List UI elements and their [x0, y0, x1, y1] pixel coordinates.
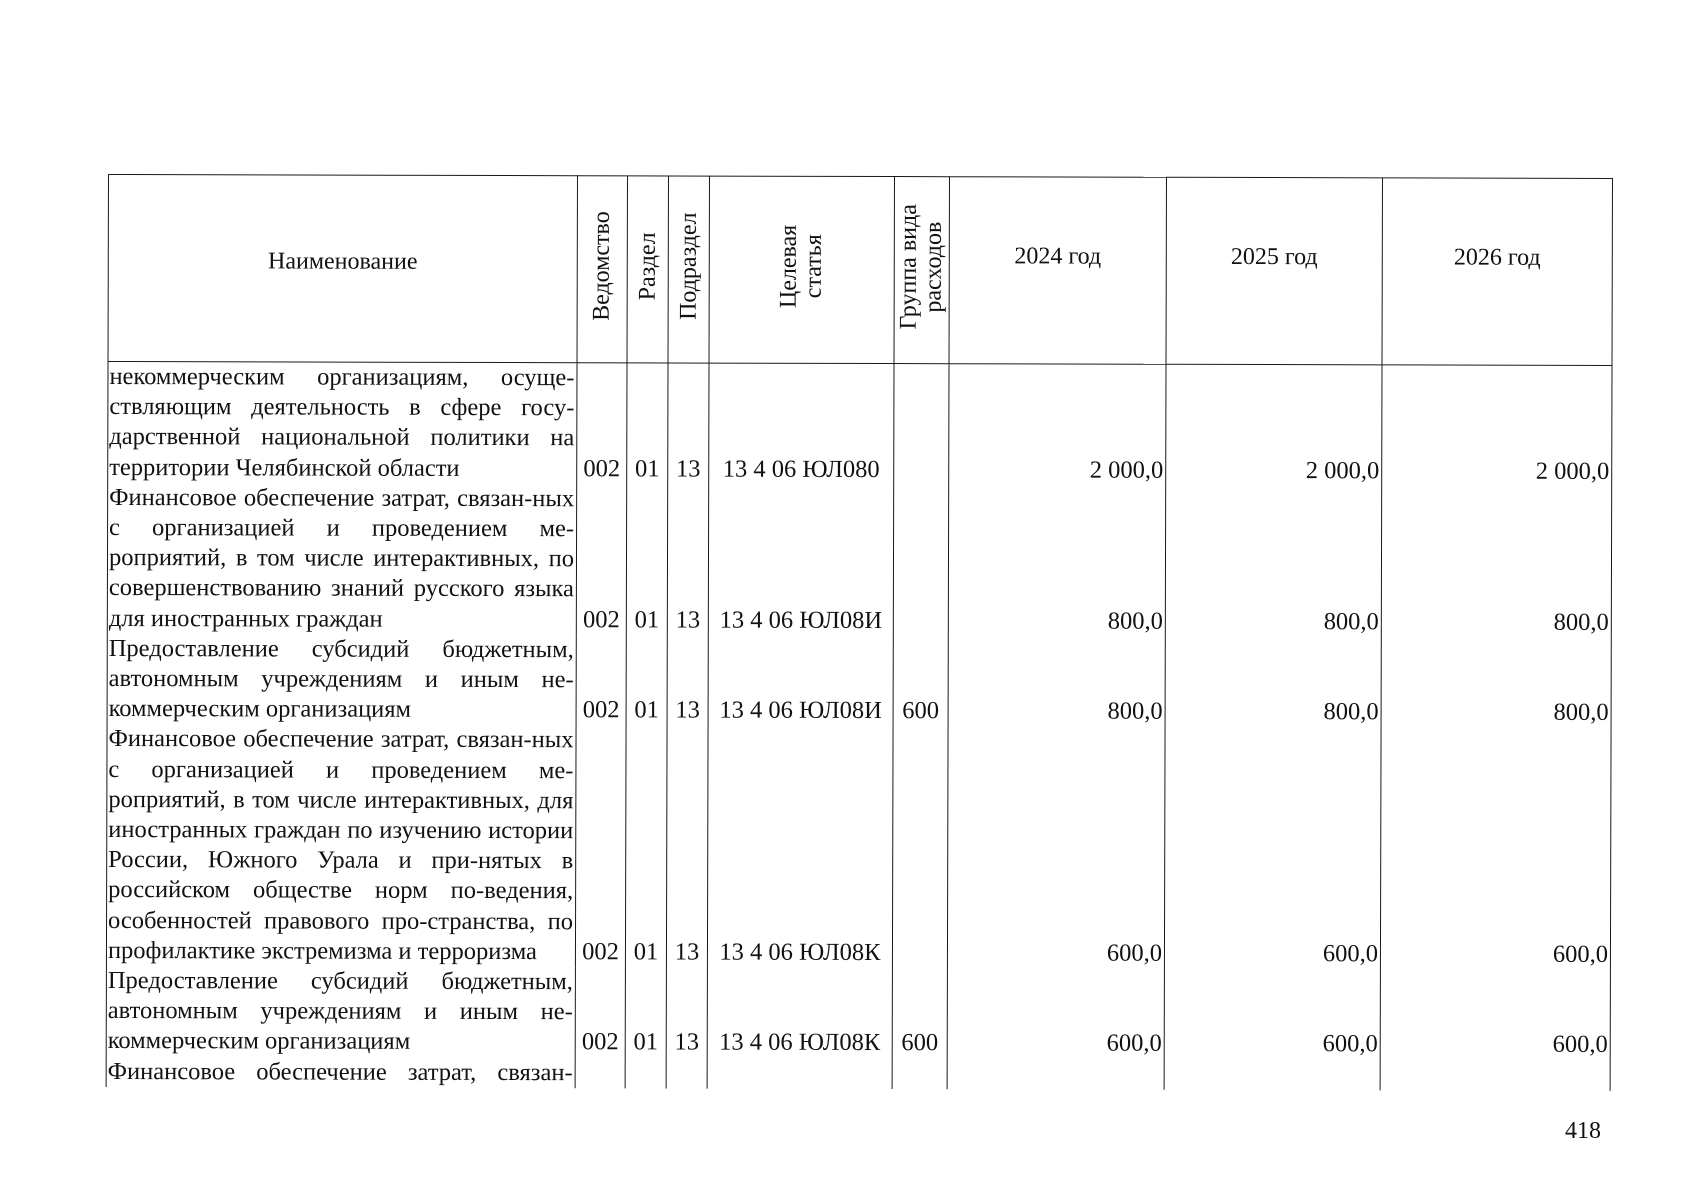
- table-row: [107, 483, 1611, 638]
- table-row: [106, 966, 1610, 1061]
- row-value-2025: 800,0: [1165, 486, 1381, 638]
- row-subsection: 13: [667, 635, 708, 726]
- row-department: 002: [575, 726, 626, 968]
- row-target: 13 4 06 ЮЛ08К: [707, 726, 893, 968]
- row-name: Финансовое обеспечение затрат, связан-ных с организацией и проведением ме-роприятий, в том числе интерактивных, по совершенствованию знаний русского языка для иностранных граждан: [107, 483, 576, 635]
- header-target-article: Целевая статья: [709, 176, 894, 363]
- row-target: 13 4 06 ЮЛ080: [709, 363, 894, 485]
- row-group: 600: [892, 968, 947, 1059]
- row-name: некоммерческим организациям, осуще-ствляющим деятельность в сфере госу-дарственной национальной политики на территории Челябинской области: [108, 362, 577, 485]
- row-group: [892, 726, 948, 968]
- row-value-2025: [1164, 1059, 1380, 1090]
- header-expense-group: Группа вида расходов: [894, 177, 949, 364]
- row-group: [894, 364, 949, 485]
- row-department: [575, 1058, 625, 1088]
- row-group: [892, 1059, 947, 1089]
- row-department: 002: [576, 484, 626, 635]
- row-subsection: 13: [667, 484, 708, 635]
- table-header-row: [108, 175, 1612, 366]
- row-value-2024: 600,0: [947, 968, 1164, 1059]
- row-value-2026: 800,0: [1381, 486, 1611, 638]
- table-row: [107, 634, 1611, 729]
- table-row: [106, 1057, 1610, 1091]
- row-group: 600: [893, 636, 948, 727]
- row-value-2024: [947, 1059, 1164, 1090]
- row-section: 01: [627, 363, 668, 484]
- row-section: 01: [626, 484, 667, 635]
- row-value-2026: 600,0: [1380, 969, 1610, 1060]
- row-name: Предоставление субсидий бюджетным, автономным учреждениям и иным не-коммерческим организациям: [107, 634, 576, 726]
- header-year-2024: 2024 год: [949, 177, 1166, 365]
- row-target: 13 4 06 ЮЛ08И: [708, 484, 893, 635]
- row-subsection: [666, 1058, 707, 1088]
- row-value-2025: 600,0: [1164, 727, 1381, 969]
- row-value-2025: 800,0: [1165, 637, 1381, 728]
- row-value-2024: 800,0: [948, 636, 1165, 727]
- page-number: 418: [1565, 1118, 1601, 1144]
- row-subsection: 13: [668, 363, 709, 484]
- row-value-2025: 600,0: [1164, 969, 1380, 1060]
- row-value-2025: 2 000,0: [1166, 364, 1382, 486]
- row-subsection: 13: [666, 726, 708, 968]
- row-department: 002: [576, 635, 626, 726]
- row-section: 01: [625, 726, 667, 968]
- row-target: 13 4 06 ЮЛ08К: [707, 968, 892, 1059]
- row-value-2024: 2 000,0: [949, 364, 1166, 486]
- row-subsection: 13: [666, 968, 707, 1059]
- header-section: Раздел: [627, 176, 668, 363]
- row-value-2026: 600,0: [1380, 728, 1611, 970]
- row-department: 002: [575, 967, 625, 1058]
- row-value-2026: 2 000,0: [1382, 365, 1612, 487]
- row-department: 002: [577, 363, 627, 484]
- row-name: Финансовое обеспечение затрат, связан-ных с организацией и проведением ме-роприятий, в том числе интерактивных, для иностранных граждан по изучению истории России, Южного Урала и при-нятых в российском обществе норм по-ведения, особенностей правового про-странства, по профилактике экстремизма и терроризма: [106, 724, 576, 967]
- row-section: 01: [625, 967, 666, 1058]
- row-section: 01: [626, 635, 667, 726]
- header-year-2025: 2025 год: [1166, 177, 1382, 365]
- row-name: Финансовое обеспечение затрат, связан-: [106, 1057, 575, 1088]
- header-department: Ведомство: [577, 176, 627, 363]
- row-value-2024: 800,0: [948, 485, 1165, 637]
- table-row: [106, 724, 1611, 970]
- row-value-2024: 600,0: [947, 727, 1165, 969]
- row-target: 13 4 06 ЮЛ08И: [708, 635, 893, 726]
- header-name: Наименование: [108, 175, 577, 363]
- header-subsection: Подраздел: [668, 176, 709, 363]
- table-row: [108, 362, 1612, 487]
- header-year-2026: 2026 год: [1382, 178, 1612, 366]
- budget-table: [106, 174, 1613, 1091]
- document-sheet: [106, 174, 1612, 1103]
- row-value-2026: 800,0: [1381, 637, 1611, 728]
- row-name: Предоставление субсидий бюджетным, автономным учреждениям и иным не-коммерческим организациям: [106, 966, 575, 1058]
- row-group: [893, 485, 948, 636]
- row-target: [707, 1058, 892, 1089]
- row-section: [625, 1058, 666, 1088]
- row-value-2026: [1380, 1060, 1610, 1091]
